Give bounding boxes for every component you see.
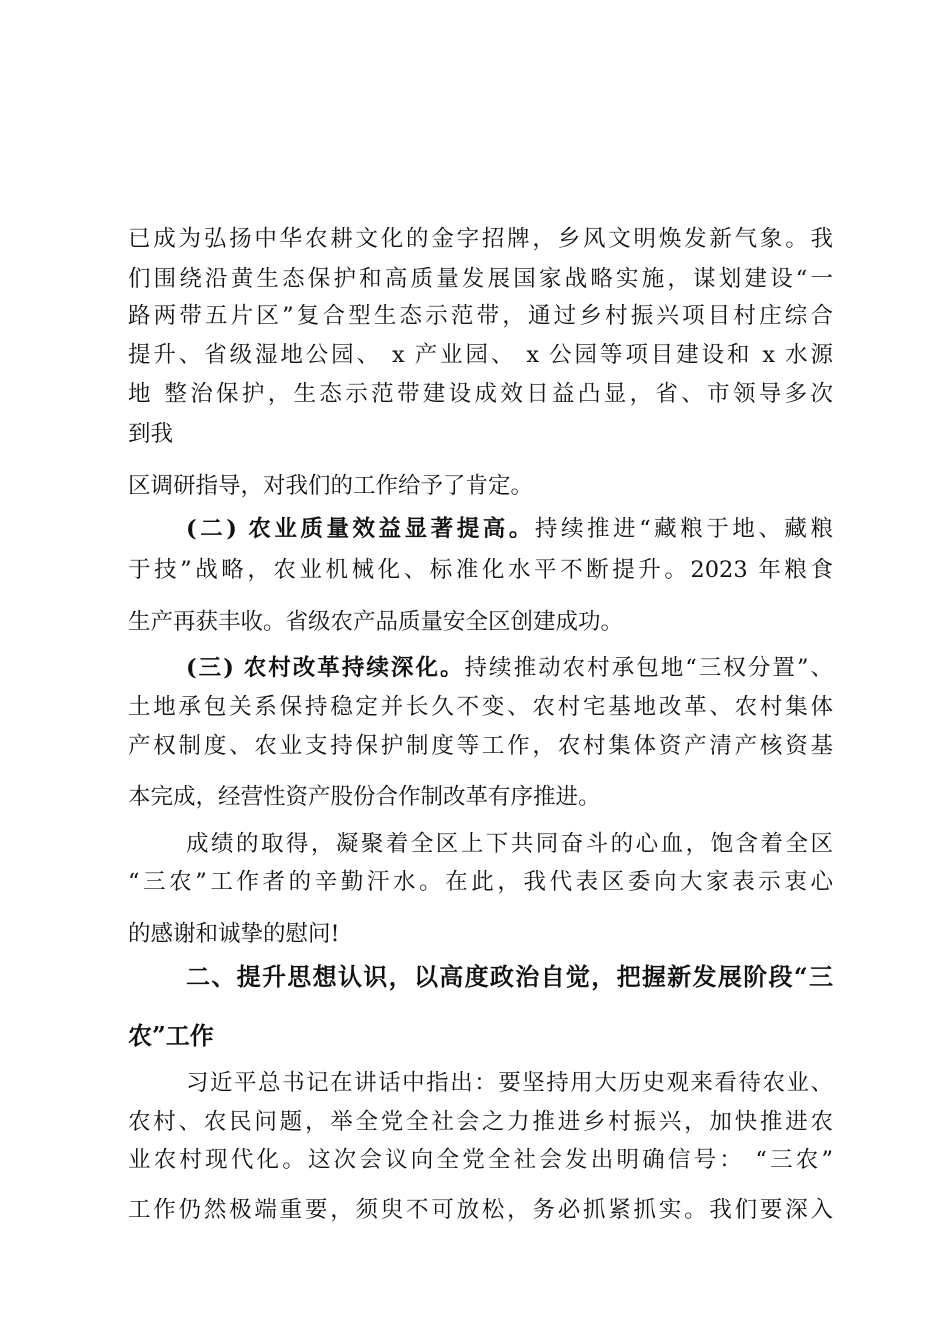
- text-line: 到我: [128, 421, 174, 447]
- section-heading: 二、提升思想认识，以高度政治自觉，把握新发展阶段“三: [186, 962, 833, 991]
- paragraph-first-line: [186, 514, 833, 544]
- text-span: 持续推进“藏粮于地、藏粮: [534, 516, 833, 542]
- text-line: 路两带五片区”复合型生态示范带，通过乡村振兴项目村庄综合: [128, 303, 833, 329]
- text-line: 农村、农民问题，举全党全社会之力推进乡村振兴，加快推进农: [128, 1109, 833, 1135]
- text-line: 于技”战略，农业机械化、标准化水平不断提升。2023 年粮食: [128, 557, 833, 583]
- text-line: 已成为弘扬中华农耕文化的金字招牌，乡风文明焕发新气象。我: [128, 226, 833, 252]
- text-line: 们围绕沿黄生态保护和高质量发展国家战略实施，谋划建设“一: [128, 266, 833, 292]
- section-heading: 农”工作: [128, 1021, 214, 1050]
- text-line: 工作仍然极端重要，须臾不可放松，务必抓紧抓实。我们要深入: [128, 1197, 833, 1223]
- text-line: 提升、省级湿地公园、 x 产业园、 x 公园等项目建设和 x 水源: [128, 342, 833, 368]
- text-line: 土地承包关系保持稳定并长久不变、农村宅基地改革、农村集体: [128, 694, 833, 720]
- text-line: 生产再获丰收。省级农产品质量安全区创建成功。: [128, 609, 624, 635]
- subsection-heading: (三) 农村改革持续深化。: [186, 655, 465, 681]
- text-line: 成绩的取得，凝聚着全区上下共同奋斗的心血，饱含着全区: [186, 831, 833, 857]
- text-line: “三农”工作者的辛勤汗水。在此，我代表区委向大家表示衷心: [128, 869, 833, 895]
- text-span: 持续推动农村承包地“三权分置”、: [464, 655, 833, 681]
- text-line: 本完成，经营性资产股份合作制改革有序推进。: [128, 784, 601, 810]
- text-line: 的感谢和诚挚的慰问!: [128, 921, 340, 947]
- text-line: 习近平总书记在讲话中指出：要坚持用大历史观来看待农业、: [186, 1070, 833, 1096]
- text-line: 产权制度、农业支持保护制度等工作，农村集体资产清产核资基: [128, 733, 833, 759]
- text-line: 区调研指导，对我们的工作给予了肯定。: [128, 473, 534, 499]
- text-line: 地 整治保护，生态示范带建设成效日益凸显，省、市领导多次: [128, 381, 833, 407]
- subsection-heading: (二) 农业质量效益显著提高。: [186, 516, 535, 542]
- paragraph-first-line: [186, 653, 833, 683]
- text-line: 业农村现代化。这次会议向全党全社会发出明确信号： “三农”: [128, 1147, 833, 1173]
